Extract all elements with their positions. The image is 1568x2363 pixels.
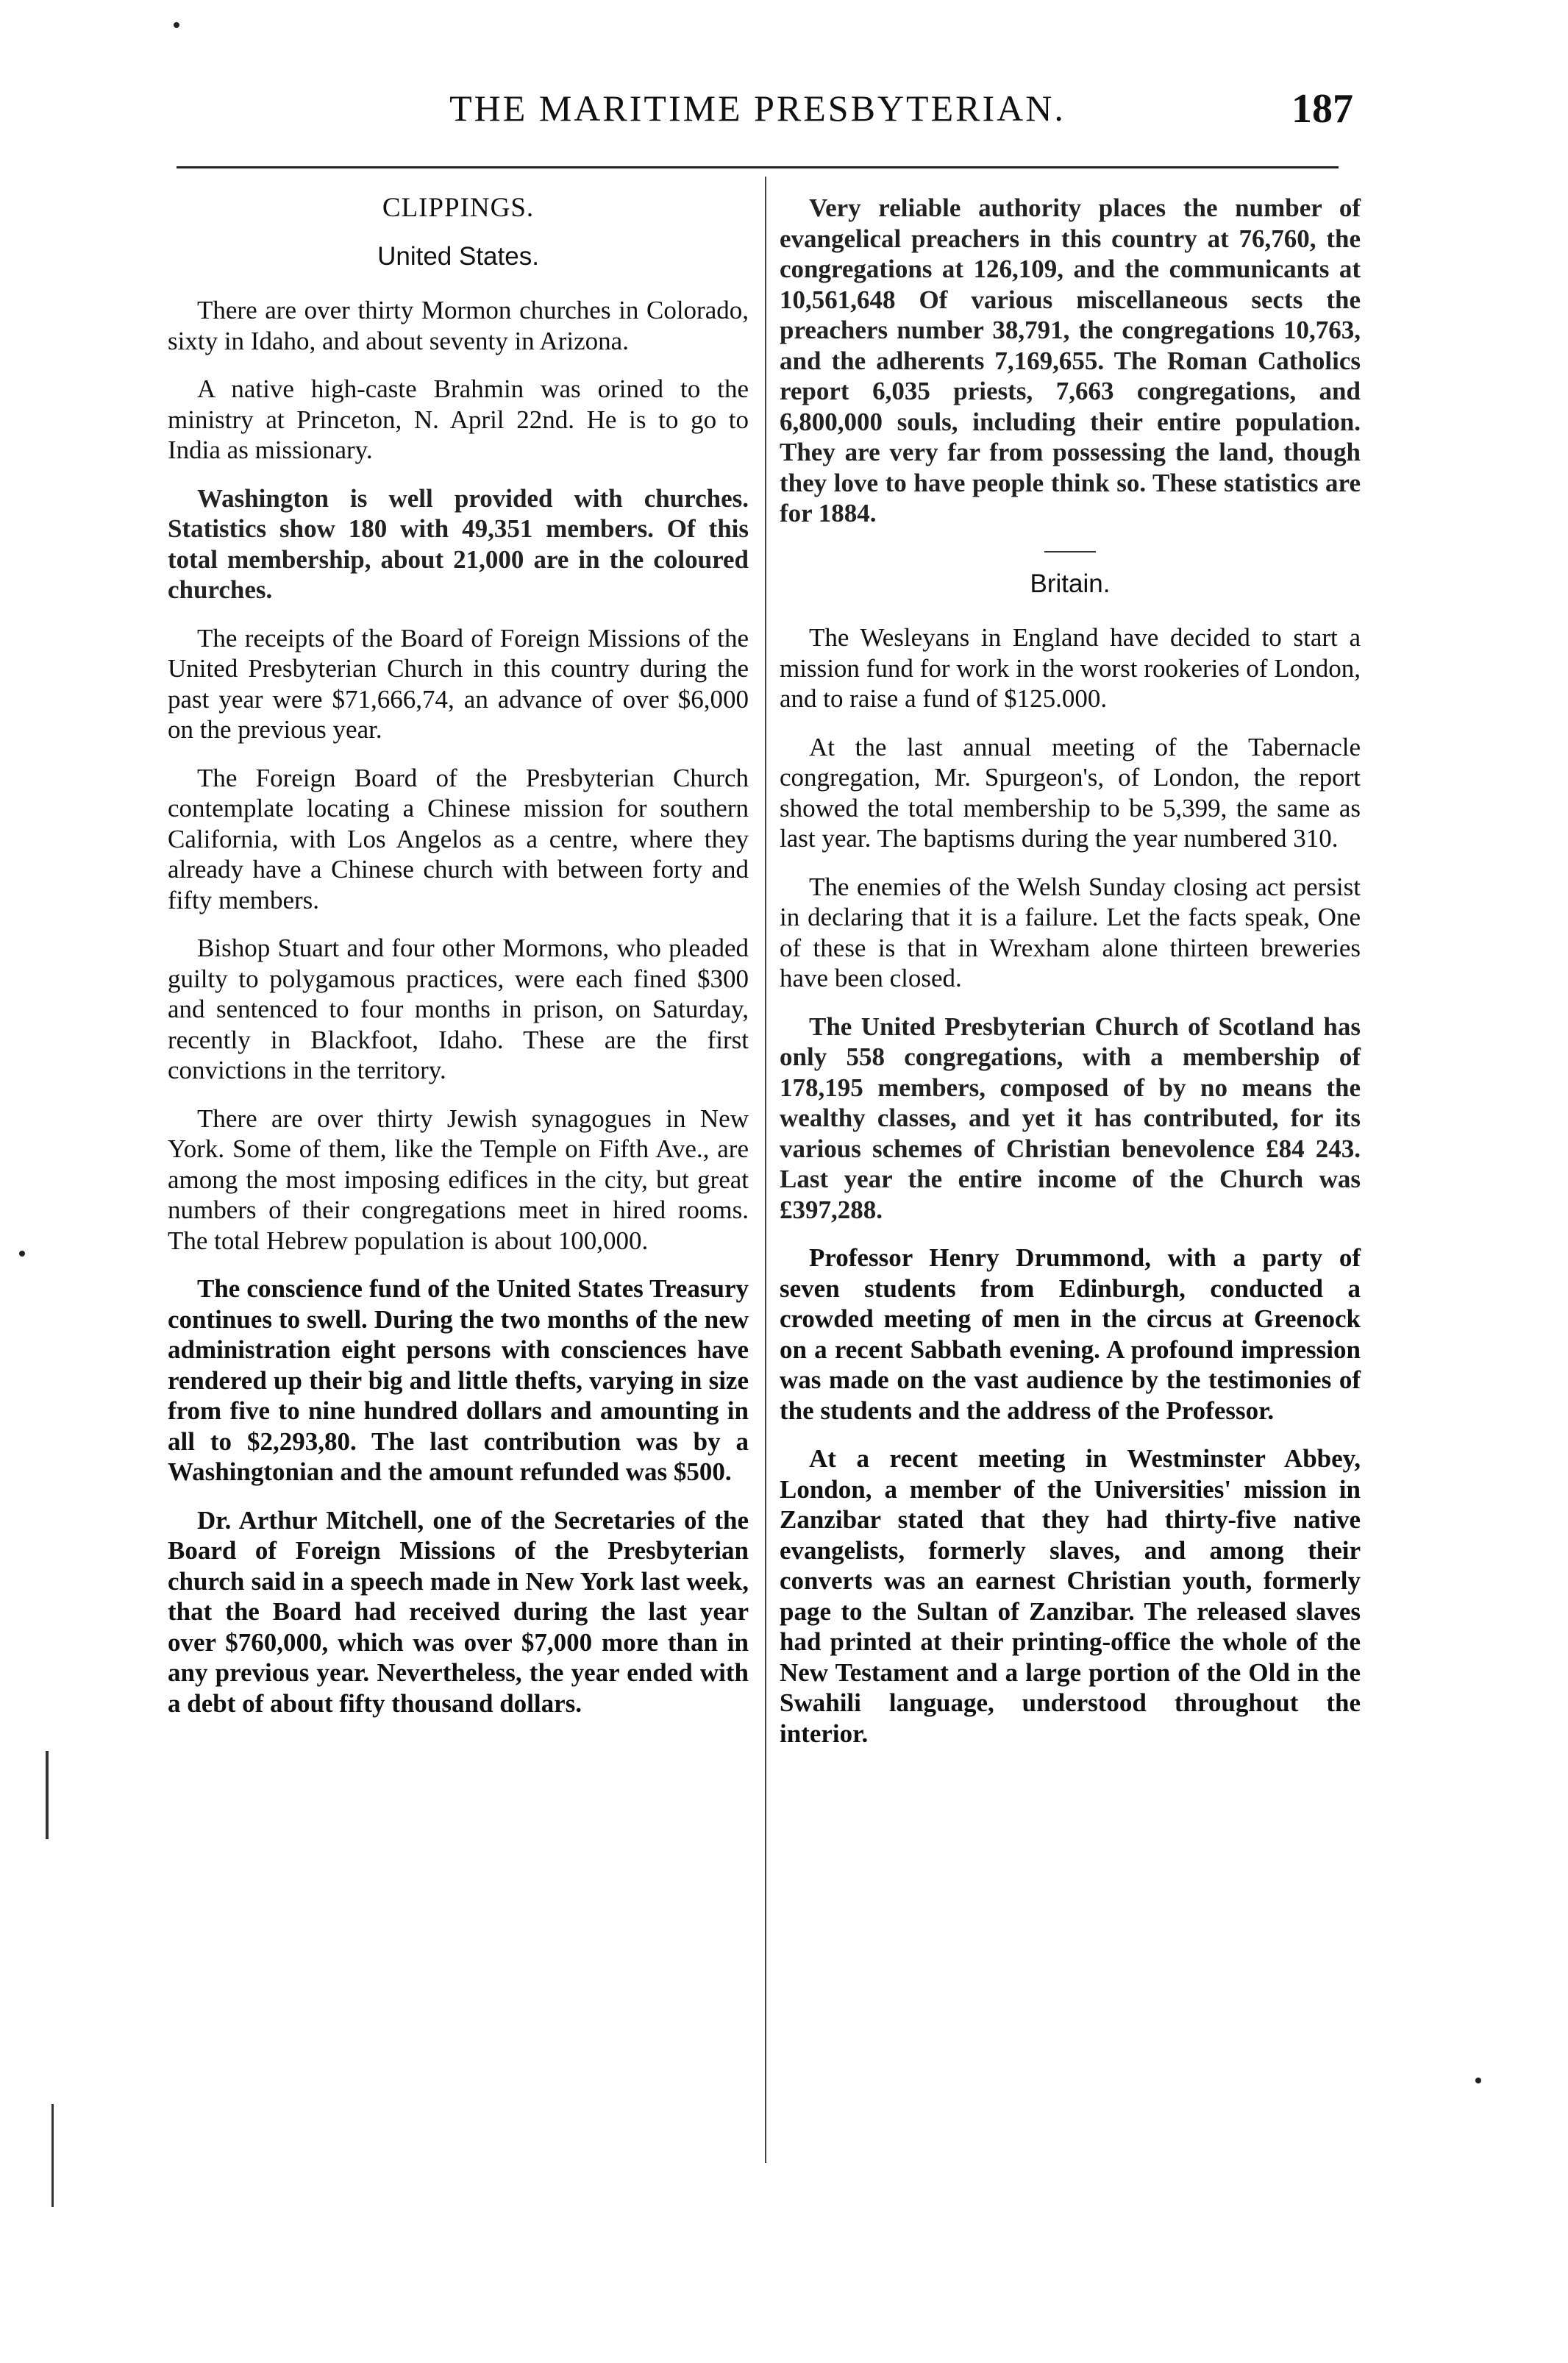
article-paragraph: Dr. Arthur Mitchell, one of the Secretaries of the Board of Foreign Missions of the Presbyterian church said in a speech made in New York last week, that the Board had received during the last year over $760,000, which was over $7,000 more than in any previous year. Nevertheless, the year ended with a debt of about fifty thousand dollars. <box>168 1505 749 1718</box>
article-paragraph: Bishop Stuart and four other Mormons, who pleaded guilty to polygamous practices, were each fined $300 and sentenced to four months in prison, on Saturday, recently in Blackfoot, Idaho. These are the first convictions in the territory. <box>168 934 749 1084</box>
section-subtitle-united-states: United States. <box>377 241 539 271</box>
article-paragraph: A native high-caste Brahmin was orined to the ministry at Princeton, N. April 22nd. He is to go to India as missionary. <box>168 374 749 464</box>
article-paragraph: The Foreign Board of the Presbyterian Church contemplate locating a Chinese mission for southern California, with Los Angelos as a centre, where they already have a Chinese church with between forty and fifty members. <box>168 763 749 914</box>
article-paragraph: Washington is well provided with churches. Statistics show 180 with 49,351 members. Of this total membership, about 21,000 are in the coloured churches. <box>168 483 749 604</box>
article-paragraph: At a recent meeting in Westminster Abbey, London, a member of the Universities' mission in Zanzibar stated that they had thirty-five native evangelists, formerly slaves, and among their converts was an earnest Christian youth, formerly page to the Sultan of Zanzibar. The released slaves had printed at their printing-office the whole of the New Testament and a large portion of the Old in the Swahili language, understood throughout the interior. <box>780 1444 1361 1748</box>
scan-dot <box>1475 2078 1481 2083</box>
article-paragraph: Very reliable authority places the number of evangelical preachers in this country at 76,760, the congregations at 126,109, and the communicants at 10,561,648 Of various miscellaneous sects the preachers number 38,791, the congregations 10,763, and the adherents 7,169,655. The Roman Catholics report 6,035 priests, 7,663 congregations, and 6,800,000 souls, including their entire population. They are very far from possessing the land, though they love to have people think so. These statistics are for 1884. <box>780 193 1361 527</box>
scan-dot <box>174 22 179 28</box>
section-title-clippings: CLIPPINGS. <box>382 193 535 223</box>
article-paragraph: There are over thirty Jewish synagogues in New York. Some of them, like the Temple on Fifth Ave., are among the most imposing edifices in the city, but great numbers of their congregations meet in hired rooms. The total Hebrew population is about 100,000. <box>168 1104 749 1255</box>
article-paragraph: The enemies of the Welsh Sunday closing act persist in declaring that it is a failure. Let the facts speak, One of these is that in Wrexham alone thirteen breweries have been closed. <box>780 872 1361 992</box>
article-paragraph: The Wesleyans in England have decided to start a mission fund for work in the worst rookeries of London, and to raise a fund of $125.000. <box>780 623 1361 713</box>
article-paragraph: There are over thirty Mormon churches in Colorado, sixty in Idaho, and about seventy in Arizona. <box>168 296 749 355</box>
page-number: 187 <box>1291 86 1353 132</box>
article-paragraph: The United Presbyterian Church of Scotland has only 558 congregations, with a membership of 178,195 members, composed of by no means the wealthy classes, and yet it has contributed, for its various schemes of Christian benevolence £84 243. Last year the entire income of the Church was £397,288. <box>780 1012 1361 1224</box>
section-rule <box>1044 551 1096 552</box>
margin-mark <box>46 1751 49 1839</box>
margin-mark <box>51 2104 54 2207</box>
right-column <box>780 193 1361 1766</box>
scan-dot <box>19 1251 25 1257</box>
left-column <box>168 193 749 1736</box>
article-paragraph: At the last annual meeting of the Tabernacle congregation, Mr. Spurgeon's, of London, the report showed the total membership to be 5,399, the same as last year. The baptisms during the year numbered 310. <box>780 732 1361 853</box>
article-paragraph: Professor Henry Drummond, with a party of seven students from Edinburgh, conducted a crowded meeting of men in the circus at Greenock on a recent Sabbath evening. A profound impression was made on the vast audience by the testimonies of the students and the address of the Professor. <box>780 1243 1361 1425</box>
column-divider <box>765 177 766 2163</box>
article-paragraph: The conscience fund of the United States Treasury continues to swell. During the two months of the new administration eight persons with consciences have rendered up their big and little thefts, varying in size from five to nine hundred dollars and amounting in all to $2,293,80. The last contribution was by a Washingtonian and the amount refunded was $500. <box>168 1274 749 1486</box>
section-subtitle-britain: Britain. <box>1030 569 1111 598</box>
header-rule <box>177 166 1339 168</box>
page-header <box>162 87 1353 153</box>
article-paragraph: The receipts of the Board of Foreign Missions of the United Presbyterian Church in this country during the past year were $71,666,74, an advance of over $6,000 on the previous year. <box>168 623 749 744</box>
running-title: THE MARITIME PRESBYTERIAN. <box>449 88 1066 129</box>
